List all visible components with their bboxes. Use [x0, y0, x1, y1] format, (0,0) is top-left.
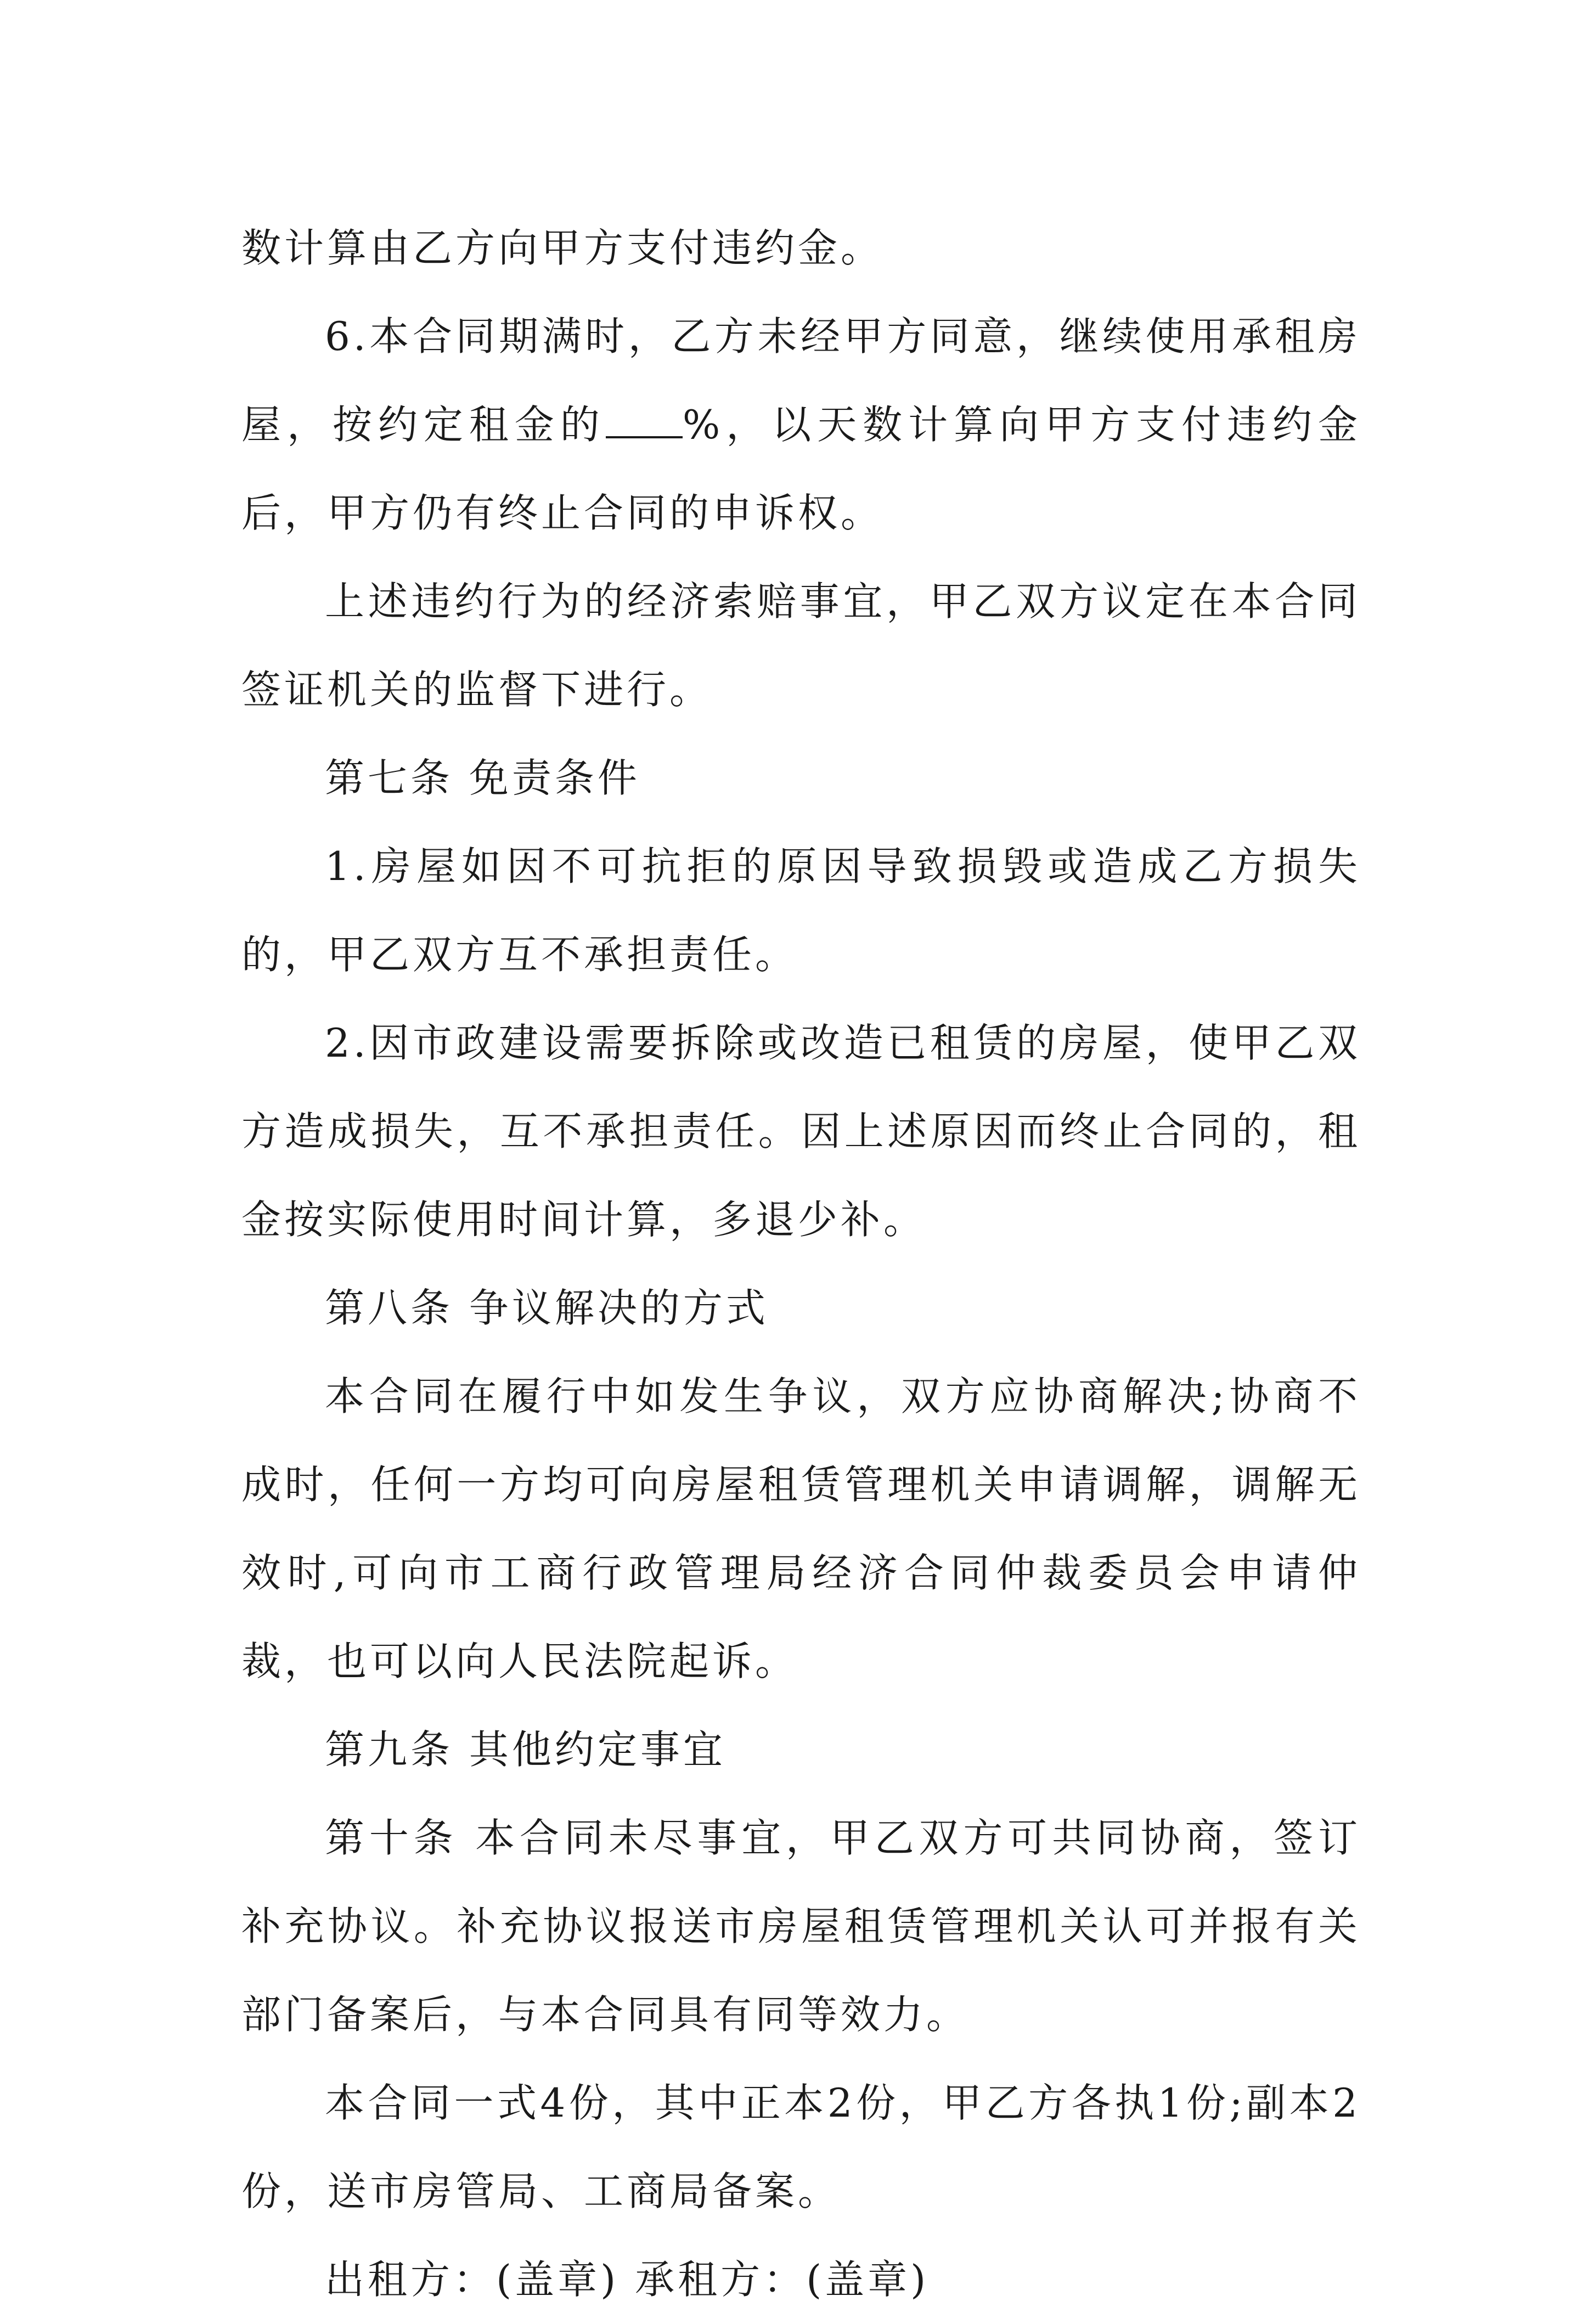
heading-article-9: 第九条 其他约定事宜: [325, 1727, 726, 1773]
clause-copies: 本合同一式4份，其中正本2份，甲乙方各执1份;副本2份，送市房管局、工商局备案。: [241, 2080, 1361, 2214]
clause-6-text-before-blank: 6.本合同期满时，乙方未经甲方同意，继续使用承租房屋，按约定租金的: [241, 313, 1361, 448]
percentage-blank: [606, 403, 683, 438]
signature-line: 出租方：(盖章) 承租方：(盖章): [325, 2257, 930, 2303]
clause-compensation-supervision: 上述违约行为的经济索赔事宜，甲乙双方议定在本合同签证机关的监督下进行。: [241, 578, 1361, 713]
clause-7-2: 2.因市政建设需要拆除或改造已租赁的房屋，使甲乙双方造成损失，互不承担责任。因上述原因而终止合同的，租金按实际使用时间计算，多退少补。: [241, 1020, 1361, 1243]
document-body: [241, 204, 1361, 2324]
clause-8-dispute: 本合同在履行中如发生争议，双方应协商解决;协商不成时，任何一方均可向房屋租赁管理机关申请调解，调解无效时,可向市工商行政管理局经济合同仲裁委员会申请仲裁，也可以向人民法院起诉。: [241, 1373, 1361, 1684]
clause-6-text-after-blank: %，以天数计算向甲方支付违约金后，甲方仍有终止合同的申诉权。: [241, 402, 1361, 536]
paragraph-continuation: 数计算由乙方向甲方支付违约金。: [241, 225, 884, 271]
heading-article-8: 第八条 争议解决的方式: [325, 1285, 769, 1331]
clause-7-1: 1.房屋如因不可抗拒的原因导致损毁或造成乙方损失的，甲乙双方互不承担责任。: [241, 843, 1361, 978]
clause-article-10: 第十条 本合同未尽事宜，甲乙双方可共同协商，签订补充协议。补充协议报送市房屋租赁管理机关认可并报有关部门备案后，与本合同具有同等效力。: [241, 1815, 1361, 2038]
heading-article-7: 第七条 免责条件: [325, 755, 640, 801]
clause-6-penalty: [241, 292, 1361, 557]
